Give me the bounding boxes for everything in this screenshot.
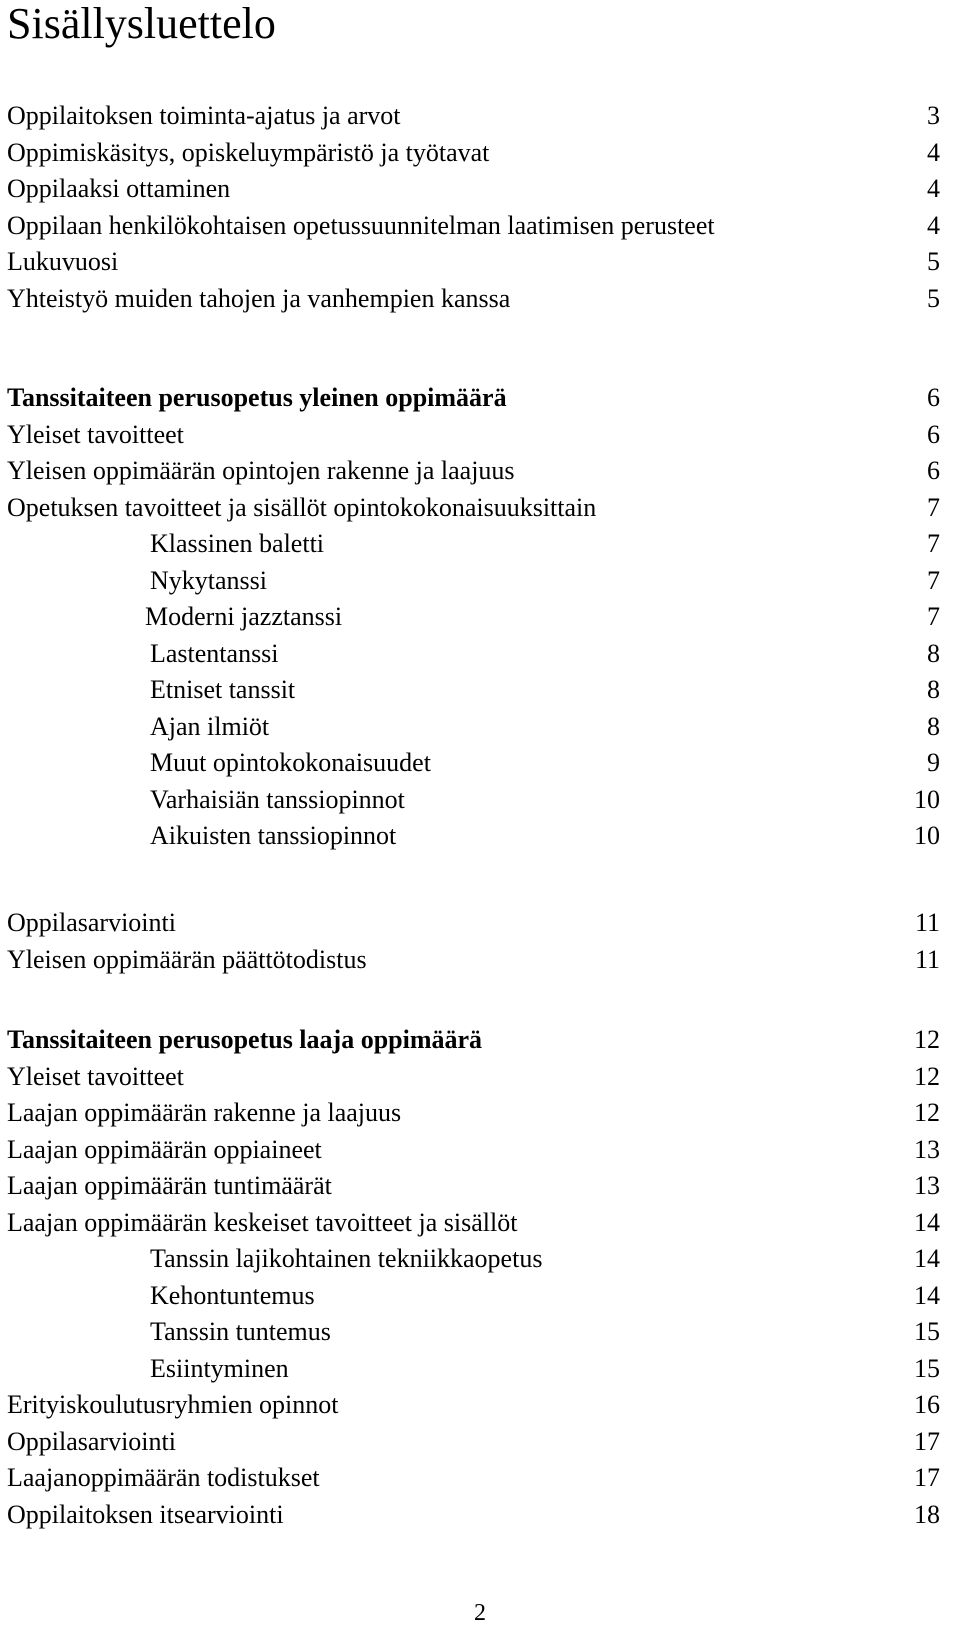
toc-entry-page: 6 — [927, 456, 940, 485]
toc-entry-label: Laajan oppimäärän oppiaineet — [7, 1134, 322, 1164]
toc-entry[interactable] — [0, 1460, 960, 1497]
toc-section-general — [0, 98, 960, 317]
toc-subentry[interactable] — [0, 782, 960, 819]
toc-entry-page: 9 — [927, 748, 940, 777]
toc-entry-page: 10 — [914, 821, 940, 850]
toc-entry-page: 16 — [914, 1390, 940, 1419]
toc-entry-label: Ajan ilmiöt — [150, 711, 270, 741]
toc-entry-page: 14 — [914, 1207, 940, 1237]
toc-entry-page: 11 — [914, 908, 940, 937]
toc-entry-label: Opetuksen tavoitteet ja sisällöt opintokokonaisuuksittain — [7, 492, 597, 522]
toc-entry-label: Nykytanssi — [150, 565, 267, 595]
toc-entry-label: Yleisen oppimäärän päättötodistus — [7, 944, 367, 974]
toc-entry-page: 10 — [914, 784, 940, 814]
toc-entry-label: Oppilasarviointi — [7, 908, 176, 937]
toc-entry-page: 11 — [914, 944, 940, 974]
toc-heading-entry[interactable] — [0, 1022, 960, 1059]
toc-entry-label: Laajan oppimäärän tuntimäärät — [7, 1171, 332, 1200]
toc-entry-page: 5 — [927, 283, 940, 313]
toc-entry[interactable] — [0, 417, 960, 454]
toc-entry-page: 17 — [914, 1463, 940, 1492]
toc-entry-label: Oppimiskäsitys, opiskeluympäristö ja työtavat — [7, 137, 490, 167]
toc-entry[interactable] — [0, 1205, 960, 1242]
toc-entry-page: 14 — [914, 1280, 940, 1310]
toc-entry[interactable] — [0, 1497, 960, 1534]
toc-subentry[interactable] — [0, 636, 960, 673]
toc-entry-label: Tanssitaiteen perusopetus laaja oppimäärä — [7, 1025, 483, 1054]
toc-entry-page: 5 — [927, 247, 940, 276]
toc-entry[interactable] — [0, 942, 960, 979]
toc-section-extended-curriculum — [0, 1022, 960, 1533]
toc-entry[interactable] — [0, 281, 960, 318]
toc-entry-page: 13 — [914, 1134, 940, 1164]
toc-entry[interactable] — [0, 171, 960, 208]
toc-entry-label: Tanssin lajikohtainen tekniikkaopetus — [150, 1244, 543, 1273]
toc-entry-page: 17 — [914, 1426, 940, 1456]
toc-entry-label: Tanssin tuntemus — [150, 1317, 331, 1346]
toc-entry[interactable] — [0, 905, 960, 942]
toc-entry-label: Lukuvuosi — [7, 247, 119, 276]
toc-entry-label: Klassinen baletti — [150, 529, 325, 558]
toc-entry[interactable] — [0, 1059, 960, 1096]
toc-subentry[interactable] — [0, 1351, 960, 1388]
toc-subentry[interactable] — [0, 709, 960, 746]
toc-entry-label: Esiintyminen — [150, 1353, 289, 1383]
toc-entry[interactable] — [0, 208, 960, 245]
toc-entry[interactable] — [0, 453, 960, 490]
toc-subentry[interactable] — [0, 818, 960, 855]
toc-entry-page: 4 — [927, 137, 940, 167]
toc-entry-page: 12 — [914, 1025, 940, 1054]
toc-entry-page: 15 — [914, 1353, 940, 1383]
toc-entry-label: Laajan oppimäärän rakenne ja laajuus — [7, 1098, 402, 1127]
toc-entry-label: Tanssitaiteen perusopetus yleinen oppimäärä — [7, 383, 507, 412]
toc-entry-label: Erityiskoulutusryhmien opinnot — [7, 1390, 339, 1419]
toc-entry[interactable] — [0, 1424, 960, 1461]
toc-entry[interactable] — [0, 135, 960, 172]
toc-entry-page: 8 — [927, 638, 940, 668]
toc-entry-page: 7 — [927, 529, 940, 558]
toc-entry-page: 15 — [914, 1317, 940, 1346]
toc-section-general-curriculum — [0, 380, 960, 855]
toc-entry[interactable] — [0, 1095, 960, 1132]
toc-entry-page: 6 — [927, 419, 940, 449]
toc-entry-label: Kehontuntemus — [150, 1280, 315, 1310]
toc-entry[interactable] — [0, 244, 960, 281]
toc-entry-label: Laajanoppimäärän todistukset — [7, 1463, 320, 1492]
toc-subentry[interactable] — [0, 563, 960, 600]
toc-entry-label: Oppilaaksi ottaminen — [7, 174, 231, 203]
toc-entry-page: 6 — [927, 383, 940, 412]
page-number: 2 — [474, 1600, 486, 1626]
toc-entry-page: 12 — [914, 1098, 940, 1127]
toc-entry-label: Yleiset tavoitteet — [7, 1061, 184, 1091]
toc-entry-label: Oppilasarviointi — [7, 1426, 176, 1456]
toc-subentry[interactable] — [0, 745, 960, 782]
toc-entry-page: 8 — [927, 711, 940, 741]
toc-entry-label: Yleisen oppimäärän opintojen rakenne ja laajuus — [7, 456, 515, 485]
toc-entry-page: 7 — [927, 565, 940, 595]
toc-subentry[interactable] — [0, 1314, 960, 1351]
toc-entry-label: Yleiset tavoitteet — [7, 419, 184, 449]
toc-entry[interactable] — [0, 98, 960, 135]
toc-entry-page: 4 — [927, 210, 940, 240]
toc-entry-page: 14 — [914, 1244, 940, 1273]
toc-entry-page: 7 — [927, 602, 940, 631]
toc-entry-label: Etniset tanssit — [150, 675, 296, 704]
toc-entry-page: 4 — [927, 174, 940, 203]
toc-heading-entry[interactable] — [0, 380, 960, 417]
toc-subentry[interactable] — [0, 526, 960, 563]
toc-subentry[interactable] — [0, 1241, 960, 1278]
toc-entry-label: Moderni jazztanssi — [145, 602, 343, 631]
toc-entry-label: Lastentanssi — [150, 638, 279, 668]
toc-subentry[interactable] — [0, 599, 960, 636]
toc-entry[interactable] — [0, 1387, 960, 1424]
toc-section-assessment — [0, 905, 960, 978]
toc-entry-page: 18 — [914, 1499, 940, 1529]
toc-entry-label: Laajan oppimäärän keskeiset tavoitteet ja sisällöt — [7, 1207, 518, 1237]
toc-entry-label: Oppilaitoksen toiminta-ajatus ja arvot — [7, 101, 401, 130]
toc-entry[interactable] — [0, 1132, 960, 1169]
toc-entry-page: 7 — [927, 492, 940, 522]
page-title: Sisällysluettelo — [7, 0, 276, 48]
toc-entry-label: Muut opintokokonaisuudet — [150, 748, 431, 777]
toc-entry-page: 8 — [927, 675, 940, 704]
toc-entry-label: Oppilaitoksen itsearviointi — [7, 1499, 284, 1529]
toc-entry[interactable] — [0, 1168, 960, 1205]
toc-entry-page: 13 — [914, 1171, 940, 1200]
toc-entry[interactable] — [0, 490, 960, 527]
toc-entry-label: Aikuisten tanssiopinnot — [150, 821, 397, 850]
toc-entry-page: 3 — [927, 101, 940, 130]
toc-entry-label: Yhteistyö muiden tahojen ja vanhempien kanssa — [7, 283, 511, 313]
toc-entry-label: Oppilaan henkilökohtaisen opetussuunnitelman laatimisen perusteet — [7, 210, 715, 240]
toc-entry-page: 12 — [914, 1061, 940, 1091]
toc-subentry[interactable] — [0, 1278, 960, 1315]
toc-subentry[interactable] — [0, 672, 960, 709]
toc-entry-label: Varhaisiän tanssiopinnot — [150, 784, 405, 814]
